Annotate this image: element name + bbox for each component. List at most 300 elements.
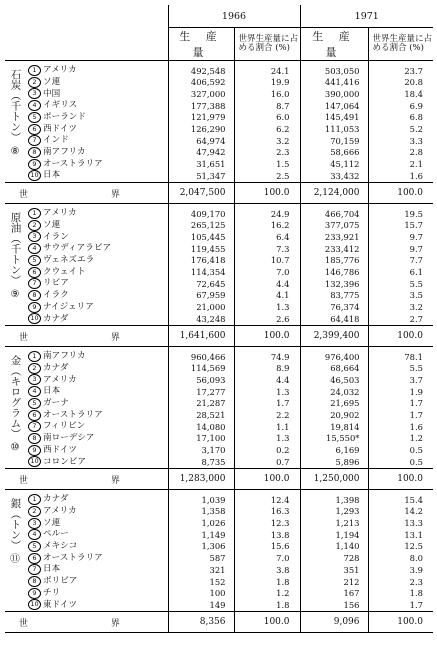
country-cell	[25, 564, 168, 576]
production-1966: 587	[168, 553, 234, 565]
share-1971: 6.9	[368, 100, 433, 112]
table-body	[5, 5, 433, 633]
country-name: 西ドイツ	[43, 123, 77, 134]
table-row	[5, 576, 433, 588]
rank-number: 8	[28, 290, 41, 301]
production-1971: 76,374	[300, 302, 368, 314]
production-1971: 1,293	[300, 506, 368, 518]
country-cell	[25, 170, 168, 182]
share-1971: 1.6	[368, 421, 433, 433]
country-name: 東ドイツ	[43, 599, 77, 610]
share-1971: 6.1	[368, 267, 433, 279]
country-cell	[25, 599, 168, 611]
production-1971: 19,814	[300, 421, 368, 433]
share-1971: 23.7	[368, 61, 433, 77]
production-1966: 17,277	[168, 386, 234, 398]
table-row	[5, 77, 433, 89]
table-row	[5, 159, 433, 171]
total-share-1971: 100.0	[368, 326, 433, 347]
production-1971: 1,194	[300, 529, 368, 541]
production-1966: 406,592	[168, 77, 234, 89]
country-name: ナイジェリア	[43, 301, 94, 312]
rank-number: 7	[28, 135, 41, 146]
country-name: 中国	[43, 88, 61, 99]
country-cell	[25, 100, 168, 112]
country-cell	[25, 529, 168, 541]
country-name: 南アフリカ	[43, 351, 86, 362]
country-cell	[25, 77, 168, 89]
table-row	[5, 374, 433, 386]
share-1966: 8.9	[234, 363, 300, 375]
share-1971: 18.4	[368, 88, 433, 100]
production-1966: 72,645	[168, 278, 234, 290]
rank-number: 2	[28, 363, 41, 374]
production-1971: 233,412	[300, 243, 368, 255]
production-1966: 1,358	[168, 506, 234, 518]
share-1971: 8.0	[368, 553, 433, 565]
production-1971: 1,213	[300, 518, 368, 530]
production-1966: 8,735	[168, 456, 234, 468]
table-row	[5, 290, 433, 302]
table-row	[5, 518, 433, 530]
country-cell	[25, 124, 168, 136]
country-name: カナダ	[43, 494, 69, 505]
rank-number: 4	[28, 100, 41, 111]
table-row	[5, 220, 433, 232]
production-1971: 70,159	[300, 135, 368, 147]
country-name: カナダ	[43, 362, 69, 373]
production-1971: 5,896	[300, 456, 368, 468]
share-1966: 1.2	[234, 588, 300, 600]
production-1971: 156	[300, 599, 368, 611]
share-1971: 14.2	[368, 506, 433, 518]
share-1966: 13.8	[234, 529, 300, 541]
country-name: ソ連	[43, 517, 61, 528]
share-1966: 7.0	[234, 553, 300, 565]
table-row	[5, 398, 433, 410]
total-row	[5, 183, 433, 204]
country-cell	[25, 576, 168, 588]
share-1971: 19.5	[368, 204, 433, 220]
production-1971: 147,064	[300, 100, 368, 112]
table-row	[5, 553, 433, 565]
table-row	[5, 506, 433, 518]
share-1966: 7.3	[234, 243, 300, 255]
share-1966: 12.3	[234, 518, 300, 530]
production-1971: 45,112	[300, 159, 368, 171]
production-1966: 67,959	[168, 290, 234, 302]
table-row	[5, 410, 433, 422]
production-1966: 105,445	[168, 231, 234, 243]
production-1966: 64,974	[168, 135, 234, 147]
table-row	[5, 231, 433, 243]
section-label: 銀（トン）	[9, 498, 22, 551]
country-cell	[25, 313, 168, 325]
share-header-1966: 世界生産量に占める割合 (%)	[234, 28, 300, 61]
share-1966: 15.6	[234, 541, 300, 553]
share-1971: 1.6	[368, 170, 433, 182]
share-1966: 24.1	[234, 61, 300, 77]
production-1971: 976,400	[300, 347, 368, 363]
country-cell	[25, 410, 168, 422]
share-1966: 74.9	[234, 347, 300, 363]
production-1966: 31,651	[168, 159, 234, 171]
section-label: 石炭（千トン）	[9, 69, 22, 143]
production-1971: 466,704	[300, 204, 368, 220]
country-cell	[25, 386, 168, 398]
total-production-1971: 1,250,000	[300, 469, 368, 490]
total-production-1966: 8,356	[168, 612, 234, 633]
total-production-1971: 2,124,000	[300, 183, 368, 204]
share-1971: 12.5	[368, 541, 433, 553]
production-1971: 390,000	[300, 88, 368, 100]
country-name: 日本	[43, 386, 61, 397]
share-1966: 4.4	[234, 374, 300, 386]
rank-number: 1	[28, 351, 41, 362]
rank-number: 2	[28, 77, 41, 88]
table-row	[5, 170, 433, 182]
section-label-cell	[5, 490, 25, 612]
production-1966: 14,080	[168, 421, 234, 433]
total-share-1966: 100.0	[234, 612, 300, 633]
rank-number: 5	[28, 398, 41, 409]
country-name: ソ連	[43, 76, 61, 87]
production-1966: 321	[168, 564, 234, 576]
country-cell	[25, 255, 168, 267]
total-production-1971: 2,399,400	[300, 326, 368, 347]
table-row	[5, 267, 433, 279]
total-share-1971: 100.0	[368, 612, 433, 633]
total-share-1966: 100.0	[234, 183, 300, 204]
production-table	[5, 5, 433, 633]
total-row	[5, 326, 433, 347]
share-1971: 1.8	[368, 588, 433, 600]
production-1966: 126,290	[168, 124, 234, 136]
production-1966: 1,026	[168, 518, 234, 530]
country-name: クウェイト	[43, 266, 86, 277]
table-row	[5, 302, 433, 314]
rank-number: 8	[28, 576, 41, 587]
table-row	[5, 204, 433, 220]
total-production-1971: 9,096	[300, 612, 368, 633]
country-cell	[25, 553, 168, 565]
rank-number: 10	[28, 170, 41, 181]
total-label: 世 界	[5, 326, 168, 347]
country-cell	[25, 456, 168, 468]
production-1971: 24,032	[300, 386, 368, 398]
share-1971: 1.2	[368, 433, 433, 445]
country-name: アメリカ	[43, 65, 77, 76]
rank-number: 5	[28, 112, 41, 123]
production-1971: 212	[300, 576, 368, 588]
rank-number: 3	[28, 88, 41, 99]
country-name: 日本	[43, 564, 61, 575]
country-name: ガーナ	[43, 398, 69, 409]
rank-number: 1	[28, 65, 41, 76]
share-1971: 1.7	[368, 599, 433, 611]
production-header-1971: 生 産 量	[300, 28, 368, 61]
share-1966: 2.5	[234, 170, 300, 182]
table-row	[5, 88, 433, 100]
production-1971: 185,776	[300, 255, 368, 267]
production-1971: 6,169	[300, 445, 368, 457]
production-1971: 83,775	[300, 290, 368, 302]
country-name: ポーランド	[43, 111, 86, 122]
rank-number: 9	[28, 588, 41, 599]
share-1971: 2.7	[368, 313, 433, 325]
rank-number: 3	[28, 518, 41, 529]
country-cell	[25, 267, 168, 279]
share-1971: 20.8	[368, 77, 433, 89]
production-1971: 21,695	[300, 398, 368, 410]
rank-number: 9	[28, 159, 41, 170]
production-1971: 441,416	[300, 77, 368, 89]
country-name: 日本	[43, 170, 61, 181]
share-1971: 3.9	[368, 564, 433, 576]
country-cell	[25, 398, 168, 410]
rank-number: 10	[28, 313, 41, 324]
table-row	[5, 61, 433, 77]
production-1971: 111,053	[300, 124, 368, 136]
share-1966: 1.8	[234, 599, 300, 611]
country-cell	[25, 490, 168, 506]
country-cell	[25, 290, 168, 302]
share-1971: 2.8	[368, 147, 433, 159]
share-header-1971: 世界生産量に占める割合 (%)	[368, 28, 433, 61]
share-1966: 3.2	[234, 135, 300, 147]
table-row	[5, 541, 433, 553]
country-name: リビア	[43, 278, 69, 289]
table-row	[5, 599, 433, 611]
share-1971: 2.3	[368, 576, 433, 588]
table-row	[5, 564, 433, 576]
share-1971: 15.4	[368, 490, 433, 506]
production-header-1966: 生 産 量	[168, 28, 234, 61]
table-row	[5, 421, 433, 433]
production-1971: 33,432	[300, 170, 368, 182]
rank-number: 7	[28, 421, 41, 432]
production-1971: 68,664	[300, 363, 368, 375]
share-1966: 16.2	[234, 220, 300, 232]
country-cell	[25, 363, 168, 375]
rank-number: 4	[28, 243, 41, 254]
rank-number: 3	[28, 231, 41, 242]
country-cell	[25, 506, 168, 518]
share-1966: 2.6	[234, 313, 300, 325]
production-1966: 28,521	[168, 410, 234, 422]
total-row	[5, 469, 433, 490]
country-name: 南ローデシア	[43, 433, 95, 444]
production-1971: 1,398	[300, 490, 368, 506]
share-1966: 1.3	[234, 386, 300, 398]
share-1971: 5.5	[368, 278, 433, 290]
share-1971: 2.1	[368, 159, 433, 171]
country-name: アメリカ	[43, 208, 77, 219]
table-row	[5, 135, 433, 147]
country-cell	[25, 61, 168, 77]
production-1971: 377,075	[300, 220, 368, 232]
table-row	[5, 433, 433, 445]
country-name: 南アフリカ	[43, 147, 86, 158]
production-1966: 47,942	[168, 147, 234, 159]
rank-number: 2	[28, 506, 41, 517]
rank-number: 9	[28, 302, 41, 313]
country-name: コロンビア	[43, 456, 86, 467]
table-row	[5, 363, 433, 375]
table-row	[5, 147, 433, 159]
production-1971: 167	[300, 588, 368, 600]
share-1971: 1.7	[368, 398, 433, 410]
total-share-1971: 100.0	[368, 469, 433, 490]
share-1966: 8.7	[234, 100, 300, 112]
country-name: サウディアラビア	[43, 243, 112, 254]
share-1971: 7.7	[368, 255, 433, 267]
production-1971: 146,786	[300, 267, 368, 279]
rank-number: 2	[28, 220, 41, 231]
country-cell	[25, 88, 168, 100]
share-1966: 6.4	[234, 231, 300, 243]
share-1971: 6.8	[368, 112, 433, 124]
section-label: 金（キログラム）	[9, 355, 22, 440]
total-row	[5, 612, 433, 633]
share-1966: 0.7	[234, 456, 300, 468]
share-1971: 78.1	[368, 347, 433, 363]
production-1966: 265,125	[168, 220, 234, 232]
share-1966: 16.0	[234, 88, 300, 100]
production-1971: 64,418	[300, 313, 368, 325]
production-1966: 409,170	[168, 204, 234, 220]
section-label-cell	[5, 204, 25, 326]
table-row	[5, 529, 433, 541]
share-1966: 6.0	[234, 112, 300, 124]
share-1971: 1.9	[368, 386, 433, 398]
production-1966: 51,347	[168, 170, 234, 182]
rank-number: 4	[28, 529, 41, 540]
share-1966: 3.8	[234, 564, 300, 576]
share-1971: 1.7	[368, 410, 433, 422]
share-1971: 9.7	[368, 243, 433, 255]
country-name: カナダ	[43, 313, 69, 324]
share-1971: 3.7	[368, 374, 433, 386]
production-1966: 21,287	[168, 398, 234, 410]
share-1971: 5.2	[368, 124, 433, 136]
country-name: フィリピン	[43, 421, 86, 432]
table-row	[5, 278, 433, 290]
share-1966: 1.3	[234, 433, 300, 445]
rank-number: 7	[28, 278, 41, 289]
production-1966: 114,569	[168, 363, 234, 375]
country-cell	[25, 347, 168, 363]
country-cell	[25, 220, 168, 232]
share-1966: 7.0	[234, 267, 300, 279]
country-cell	[25, 159, 168, 171]
share-1966: 4.1	[234, 290, 300, 302]
share-1971: 5.5	[368, 363, 433, 375]
share-1966: 0.2	[234, 445, 300, 457]
production-1971: 132,396	[300, 278, 368, 290]
production-1971: 46,503	[300, 374, 368, 386]
table-row	[5, 386, 433, 398]
header-blank-2	[5, 28, 168, 61]
share-1966: 1.5	[234, 159, 300, 171]
rank-number: 4	[28, 386, 41, 397]
rank-number: 6	[28, 124, 41, 135]
country-name: ボリビア	[43, 576, 78, 587]
production-1966: 100	[168, 588, 234, 600]
share-1971: 0.5	[368, 445, 433, 457]
country-name: 西ドイツ	[43, 444, 77, 455]
rank-number: 10	[28, 599, 41, 610]
year-1971-header: 1971	[300, 5, 433, 28]
country-cell	[25, 147, 168, 159]
country-cell	[25, 302, 168, 314]
country-cell	[25, 518, 168, 530]
production-1971: 728	[300, 553, 368, 565]
share-1966: 1.8	[234, 576, 300, 588]
country-name: イラン	[43, 231, 69, 242]
share-1966: 1.1	[234, 421, 300, 433]
table-row	[5, 243, 433, 255]
production-1966: 492,548	[168, 61, 234, 77]
rank-number: 7	[28, 564, 41, 575]
production-1971: 145,491	[300, 112, 368, 124]
total-share-1971: 100.0	[368, 183, 433, 204]
country-cell	[25, 445, 168, 457]
production-1971: 1,140	[300, 541, 368, 553]
table-row	[5, 456, 433, 468]
section-number: ⑩	[10, 442, 20, 454]
section-label: 原油（千トン）	[9, 212, 22, 286]
share-1966: 6.2	[234, 124, 300, 136]
share-1966: 1.3	[234, 302, 300, 314]
rank-number: 5	[28, 541, 41, 552]
table-row	[5, 313, 433, 325]
rank-number: 8	[28, 147, 41, 158]
rank-number: 1	[28, 208, 41, 219]
share-1971: 9.7	[368, 231, 433, 243]
country-cell	[25, 374, 168, 386]
table-row	[5, 347, 433, 363]
country-cell	[25, 278, 168, 290]
production-1966: 1,306	[168, 541, 234, 553]
total-label: 世 界	[5, 183, 168, 204]
share-1966: 12.4	[234, 490, 300, 506]
section-label-cell	[5, 347, 25, 469]
country-name: アメリカ	[43, 505, 77, 516]
production-1966: 119,455	[168, 243, 234, 255]
country-name: オーストラリア	[43, 552, 103, 563]
production-1966: 114,354	[168, 267, 234, 279]
country-cell	[25, 433, 168, 445]
share-1966: 4.4	[234, 278, 300, 290]
total-production-1966: 1,641,600	[168, 326, 234, 347]
production-1966: 3,170	[168, 445, 234, 457]
country-cell	[25, 421, 168, 433]
year-1966-header: 1966	[168, 5, 300, 28]
total-production-1966: 1,283,000	[168, 469, 234, 490]
production-1971: 58,666	[300, 147, 368, 159]
total-production-1966: 2,047,500	[168, 183, 234, 204]
country-name: メキシコ	[43, 541, 78, 552]
production-1971: 503,050	[300, 61, 368, 77]
rank-number: 1	[28, 494, 41, 505]
production-1966: 149	[168, 599, 234, 611]
section-number: ⑨	[10, 288, 20, 300]
share-1971: 3.3	[368, 135, 433, 147]
share-1966: 19.9	[234, 77, 300, 89]
country-cell	[25, 112, 168, 124]
country-name: ヴェネズエラ	[43, 254, 95, 265]
